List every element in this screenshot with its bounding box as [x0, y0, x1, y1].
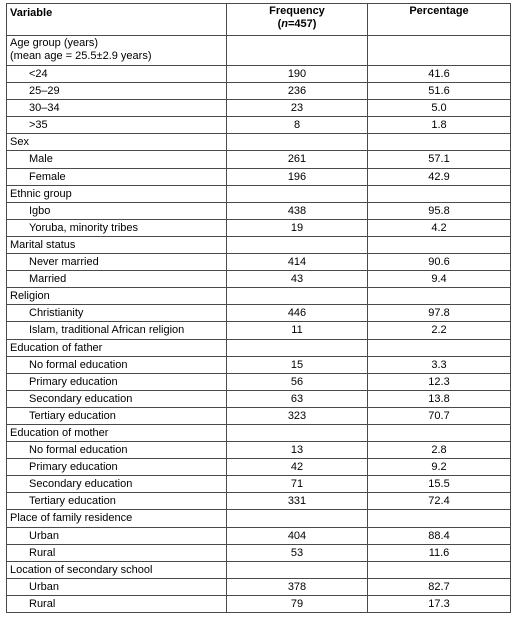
row-label: Yoruba, minority tribes: [7, 219, 227, 236]
row-frequency: 331: [227, 493, 368, 510]
group-row-sex: [7, 134, 511, 151]
row-frequency: 53: [227, 544, 368, 561]
empty-cell: [227, 339, 368, 356]
row-frequency: 19: [227, 219, 368, 236]
group-title-edu-father: Education of father: [7, 339, 227, 356]
header-frequency: [227, 4, 368, 36]
table-row: [7, 527, 511, 544]
row-label: Married: [7, 271, 227, 288]
empty-cell: [227, 36, 368, 66]
header-row: [7, 4, 511, 36]
row-label: Tertiary education: [7, 407, 227, 424]
header-frequency-label: Frequency: [269, 5, 325, 17]
row-label: Tertiary education: [7, 493, 227, 510]
group-row-edu-mother: [7, 424, 511, 441]
demographics-table: [6, 3, 511, 613]
row-label: Male: [7, 151, 227, 168]
header-frequency-total: =457): [287, 18, 317, 30]
row-frequency: 414: [227, 254, 368, 271]
empty-cell: [368, 134, 511, 151]
row-percentage: 9.2: [368, 459, 511, 476]
row-label: Female: [7, 168, 227, 185]
row-label: Primary education: [7, 459, 227, 476]
row-frequency: 190: [227, 66, 368, 83]
group-title-edu-mother: Education of mother: [7, 424, 227, 441]
empty-cell: [368, 510, 511, 527]
row-label: >35: [7, 117, 227, 134]
row-label: <24: [7, 66, 227, 83]
row-frequency: 43: [227, 271, 368, 288]
empty-cell: [368, 236, 511, 253]
row-frequency: 323: [227, 407, 368, 424]
group-title-residence: Place of family residence: [7, 510, 227, 527]
row-frequency: 446: [227, 305, 368, 322]
row-percentage: 12.3: [368, 373, 511, 390]
table-container: [6, 3, 511, 613]
row-label: 25–29: [7, 83, 227, 100]
row-frequency: 15: [227, 356, 368, 373]
row-label: Primary education: [7, 373, 227, 390]
group-row-school: [7, 561, 511, 578]
group-title-religion: Religion: [7, 288, 227, 305]
row-percentage: 3.3: [368, 356, 511, 373]
row-percentage: 70.7: [368, 407, 511, 424]
row-percentage: 88.4: [368, 527, 511, 544]
table-row: [7, 476, 511, 493]
group-row-religion: [7, 288, 511, 305]
group-row-residence: [7, 510, 511, 527]
row-label: Urban: [7, 578, 227, 595]
group-row-marital: [7, 236, 511, 253]
empty-cell: [227, 561, 368, 578]
row-frequency: 404: [227, 527, 368, 544]
row-frequency: 42: [227, 459, 368, 476]
group-row-edu-father: [7, 339, 511, 356]
row-label: Secondary education: [7, 390, 227, 407]
row-percentage: 95.8: [368, 202, 511, 219]
table-row: [7, 305, 511, 322]
row-label: Islam, traditional African religion: [7, 322, 227, 339]
row-percentage: 2.8: [368, 442, 511, 459]
row-frequency: 378: [227, 578, 368, 595]
row-percentage: 1.8: [368, 117, 511, 134]
row-frequency: 196: [227, 168, 368, 185]
row-label: Igbo: [7, 202, 227, 219]
empty-cell: [227, 510, 368, 527]
group-title-sex: Sex: [7, 134, 227, 151]
table-row: [7, 356, 511, 373]
table-row: [7, 254, 511, 271]
row-frequency: 23: [227, 100, 368, 117]
header-variable: Variable: [7, 4, 227, 36]
row-percentage: 17.3: [368, 595, 511, 612]
empty-cell: [227, 134, 368, 151]
table-row: [7, 544, 511, 561]
row-frequency: 438: [227, 202, 368, 219]
row-frequency: 261: [227, 151, 368, 168]
row-frequency: 63: [227, 390, 368, 407]
row-percentage: 41.6: [368, 66, 511, 83]
row-percentage: 13.8: [368, 390, 511, 407]
row-percentage: 5.0: [368, 100, 511, 117]
empty-cell: [227, 236, 368, 253]
group-title-age: [7, 36, 227, 66]
table-row: [7, 271, 511, 288]
row-percentage: 97.8: [368, 305, 511, 322]
group-row-ethnic: [7, 185, 511, 202]
header-frequency-n: n: [281, 18, 288, 30]
empty-cell: [368, 185, 511, 202]
table-row: [7, 202, 511, 219]
table-row: [7, 322, 511, 339]
empty-cell: [368, 561, 511, 578]
row-frequency: 71: [227, 476, 368, 493]
header-percentage: Percentage: [368, 4, 511, 36]
row-label: Rural: [7, 544, 227, 561]
row-label: Secondary education: [7, 476, 227, 493]
empty-cell: [227, 288, 368, 305]
row-label: 30–34: [7, 100, 227, 117]
table-row: [7, 493, 511, 510]
table-row: [7, 390, 511, 407]
row-label: No formal education: [7, 442, 227, 459]
group-title-marital: Marital status: [7, 236, 227, 253]
group-title-school: Location of secondary school: [7, 561, 227, 578]
row-percentage: 82.7: [368, 578, 511, 595]
table-row: [7, 219, 511, 236]
row-percentage: 57.1: [368, 151, 511, 168]
table-row: [7, 442, 511, 459]
row-percentage: 42.9: [368, 168, 511, 185]
row-frequency: 11: [227, 322, 368, 339]
table-row: [7, 117, 511, 134]
row-percentage: 72.4: [368, 493, 511, 510]
group-title-ethnic: Ethnic group: [7, 185, 227, 202]
row-frequency: 13: [227, 442, 368, 459]
row-frequency: 236: [227, 83, 368, 100]
empty-cell: [368, 424, 511, 441]
row-percentage: 4.2: [368, 219, 511, 236]
table-row: [7, 459, 511, 476]
age-title: Age group (years): [10, 37, 99, 49]
empty-cell: [368, 36, 511, 66]
table-row: [7, 168, 511, 185]
table-row: [7, 83, 511, 100]
row-label: Rural: [7, 595, 227, 612]
row-percentage: 90.6: [368, 254, 511, 271]
empty-cell: [227, 185, 368, 202]
table-row: [7, 578, 511, 595]
row-label: No formal education: [7, 356, 227, 373]
group-row-age: [7, 36, 511, 66]
row-label: Christianity: [7, 305, 227, 322]
table-row: [7, 407, 511, 424]
row-frequency: 8: [227, 117, 368, 134]
table-row: [7, 100, 511, 117]
row-percentage: 15.5: [368, 476, 511, 493]
header-frequency-open: (: [277, 18, 282, 30]
row-label: Never married: [7, 254, 227, 271]
row-frequency: 56: [227, 373, 368, 390]
row-percentage: 9.4: [368, 271, 511, 288]
table-row: [7, 373, 511, 390]
row-percentage: 2.2: [368, 322, 511, 339]
table-row: [7, 595, 511, 612]
empty-cell: [227, 424, 368, 441]
row-frequency: 79: [227, 595, 368, 612]
table-row: [7, 151, 511, 168]
empty-cell: [368, 339, 511, 356]
row-percentage: 11.6: [368, 544, 511, 561]
age-subtitle: (mean age = 25.5±2.9 years): [10, 50, 152, 62]
row-percentage: 51.6: [368, 83, 511, 100]
row-label: Urban: [7, 527, 227, 544]
empty-cell: [368, 288, 511, 305]
table-row: [7, 66, 511, 83]
